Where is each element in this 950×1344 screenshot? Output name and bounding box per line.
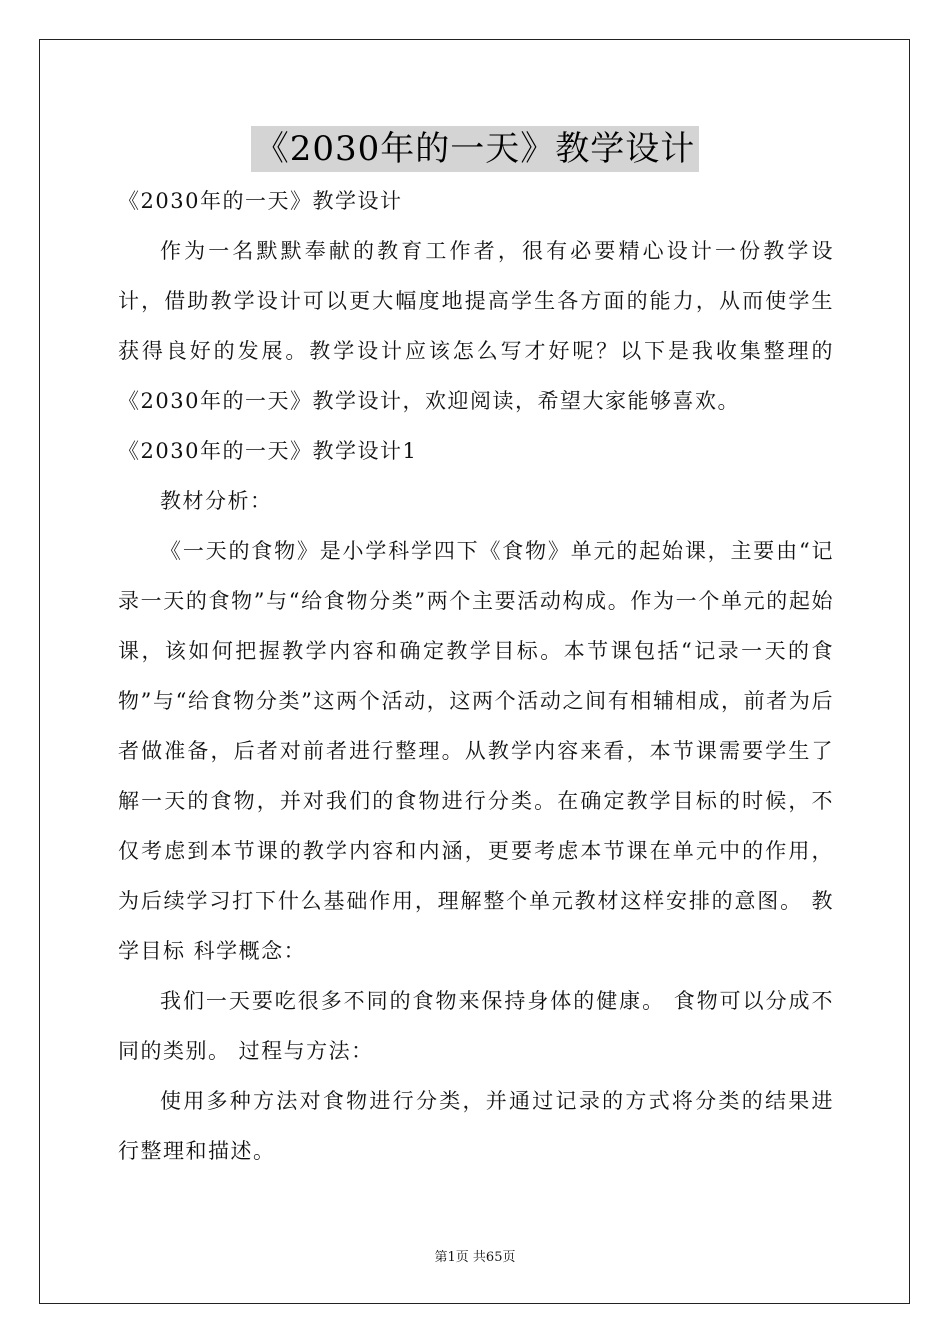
page-footer: 第1页 共65页	[434, 1250, 516, 1265]
title-container	[0, 126, 950, 172]
intro-paragraph: 作为一名默默奉献的教育工作者，很有必要精心设计一份教学设计，借助教学设计可以更大幅度地提高学生各方面的能力，从而使学生获得良好的发展。教学设计应该怎么写才好呢？以下是我收集整理的《2030年的一天》教学设计，欢迎阅读，希望大家能够喜欢。	[118, 239, 834, 413]
document-body	[118, 176, 834, 1176]
section-heading: 《2030年的一天》教学设计1	[118, 439, 418, 463]
concept-paragraph: 我们一天要吃很多不同的食物来保持身体的健康。 食物可以分成不同的类别。 过程与方法：	[118, 989, 834, 1063]
analysis-label: 教材分析：	[160, 489, 273, 513]
document-title: 《2030年的一天》教学设计	[251, 126, 700, 172]
method-paragraph: 使用多种方法对食物进行分类，并通过记录的方式将分类的结果进行整理和描述。	[118, 1089, 834, 1163]
analysis-paragraph: 《一天的食物》是小学科学四下《食物》单元的起始课，主要由“记录一天的食物”与“给食物分类”两个主要活动构成。作为一个单元的起始课，该如何把握教学内容和确定教学目标。本节课包括“记录一天的食物”与“给食物分类”这两个活动，这两个活动之间有相辅相成，前者为后者做准备，后者对前者进行整理。从教学内容来看，本节课需要学生了解一天的食物，并对我们的食物进行分类。在确定教学目标的时候，不仅考虑到本节课的教学内容和内涵，更要考虑本节课在单元中的作用，为后续学习打下什么基础作用，理解整个单元教材这样安排的意图。 教学目标 科学概念：	[118, 539, 834, 963]
subtitle-line: 《2030年的一天》教学设计	[118, 189, 403, 213]
